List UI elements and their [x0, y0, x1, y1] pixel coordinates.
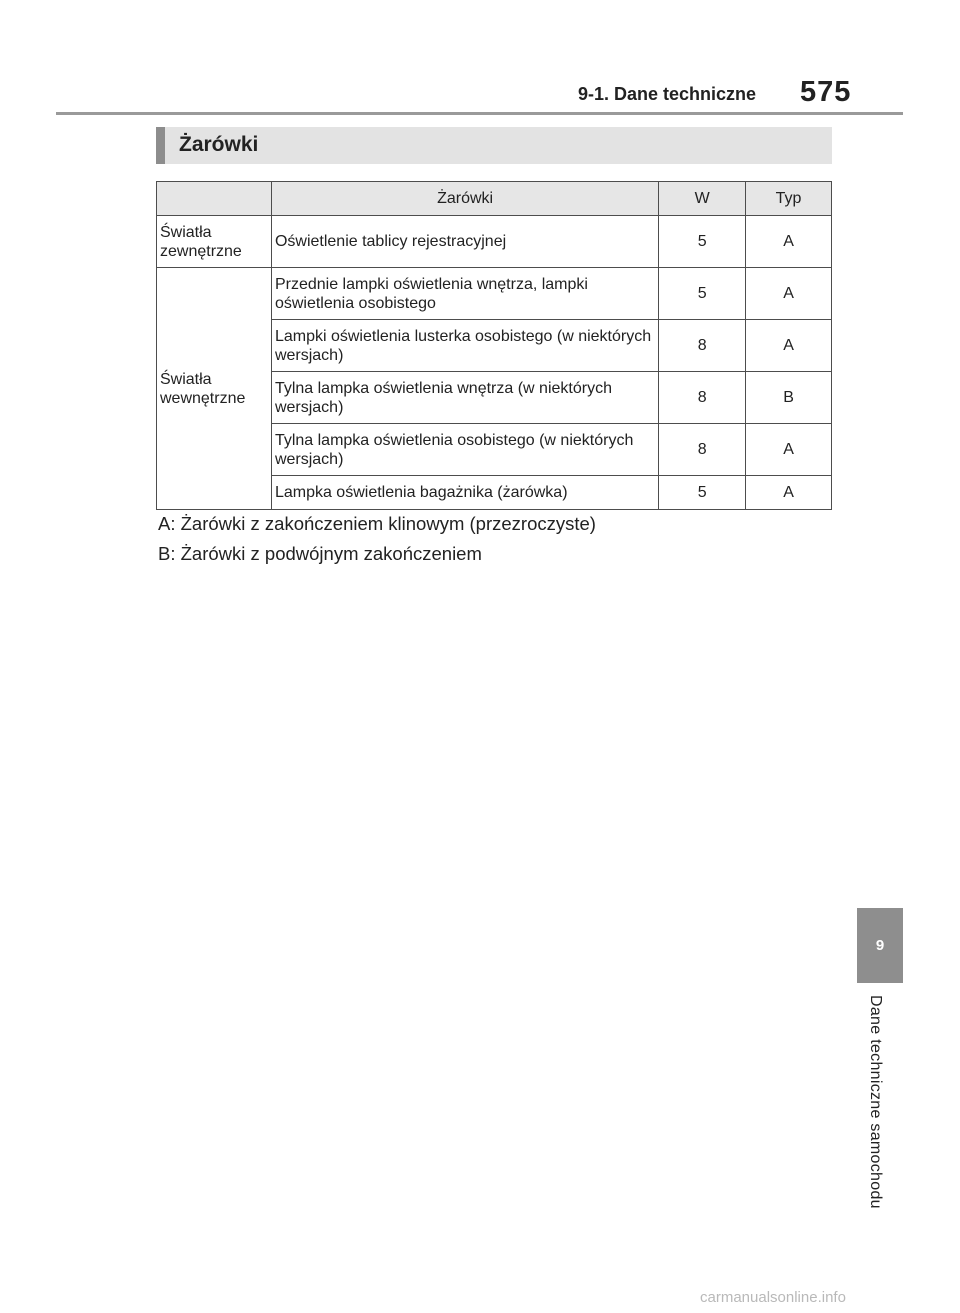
bulb-cell: Lampki oświetlenia lusterka osobistego (w niektórych wersjach)	[271, 320, 658, 372]
chapter-tab	[857, 908, 903, 983]
column-header	[157, 182, 272, 216]
type-cell: B	[746, 372, 832, 424]
watt-cell: 5	[659, 216, 746, 268]
bulb-cell: Tylna lampka oświetlenia wnętrza (w niektórych wersjach)	[271, 372, 658, 424]
chapter-side-label: Dane techniczne samochodu	[867, 995, 884, 1209]
watt-cell: 8	[659, 320, 746, 372]
section-banner	[156, 127, 832, 164]
watt-cell: 5	[659, 476, 746, 510]
bulbs-table	[156, 181, 832, 510]
type-cell: A	[746, 424, 832, 476]
table-row	[157, 216, 832, 268]
footnote-b: B: Żarówki z podwójnym zakończeniem	[158, 543, 482, 564]
type-cell: A	[746, 320, 832, 372]
bulb-cell: Tylna lampka oświetlenia osobistego (w niektórych wersjach)	[271, 424, 658, 476]
bulb-cell: Przednie lampki oświetlenia wnętrza, lampki oświetlenia osobistego	[271, 268, 658, 320]
watt-cell: 8	[659, 424, 746, 476]
header-section-title: 9-1. Dane techniczne	[578, 84, 757, 104]
column-header-watt: W	[659, 182, 746, 216]
watt-cell: 8	[659, 372, 746, 424]
bulb-cell: Lampka oświetlenia bagażnika (żarówka)	[271, 476, 658, 510]
column-header-type: Typ	[746, 182, 832, 216]
watermark: carmanualsonline.info	[700, 1289, 846, 1306]
category-cell: Światła zewnętrzne	[157, 216, 272, 268]
table-row	[157, 268, 832, 320]
table-header-row	[157, 182, 832, 216]
type-cell: A	[746, 268, 832, 320]
category-cell: Światła wewnętrzne	[157, 268, 272, 510]
chapter-number: 9	[875, 937, 885, 954]
type-cell: A	[746, 216, 832, 268]
header-rule	[56, 112, 903, 115]
page-number: 575	[800, 76, 852, 108]
footnote-a: A: Żarówki z zakończeniem klinowym (przezroczyste)	[158, 513, 596, 534]
section-title: Żarówki	[179, 133, 259, 156]
type-cell: A	[746, 476, 832, 510]
bulb-cell: Oświetlenie tablicy rejestracyjnej	[271, 216, 658, 268]
watt-cell: 5	[659, 268, 746, 320]
column-header-bulb: Żarówki	[271, 182, 658, 216]
